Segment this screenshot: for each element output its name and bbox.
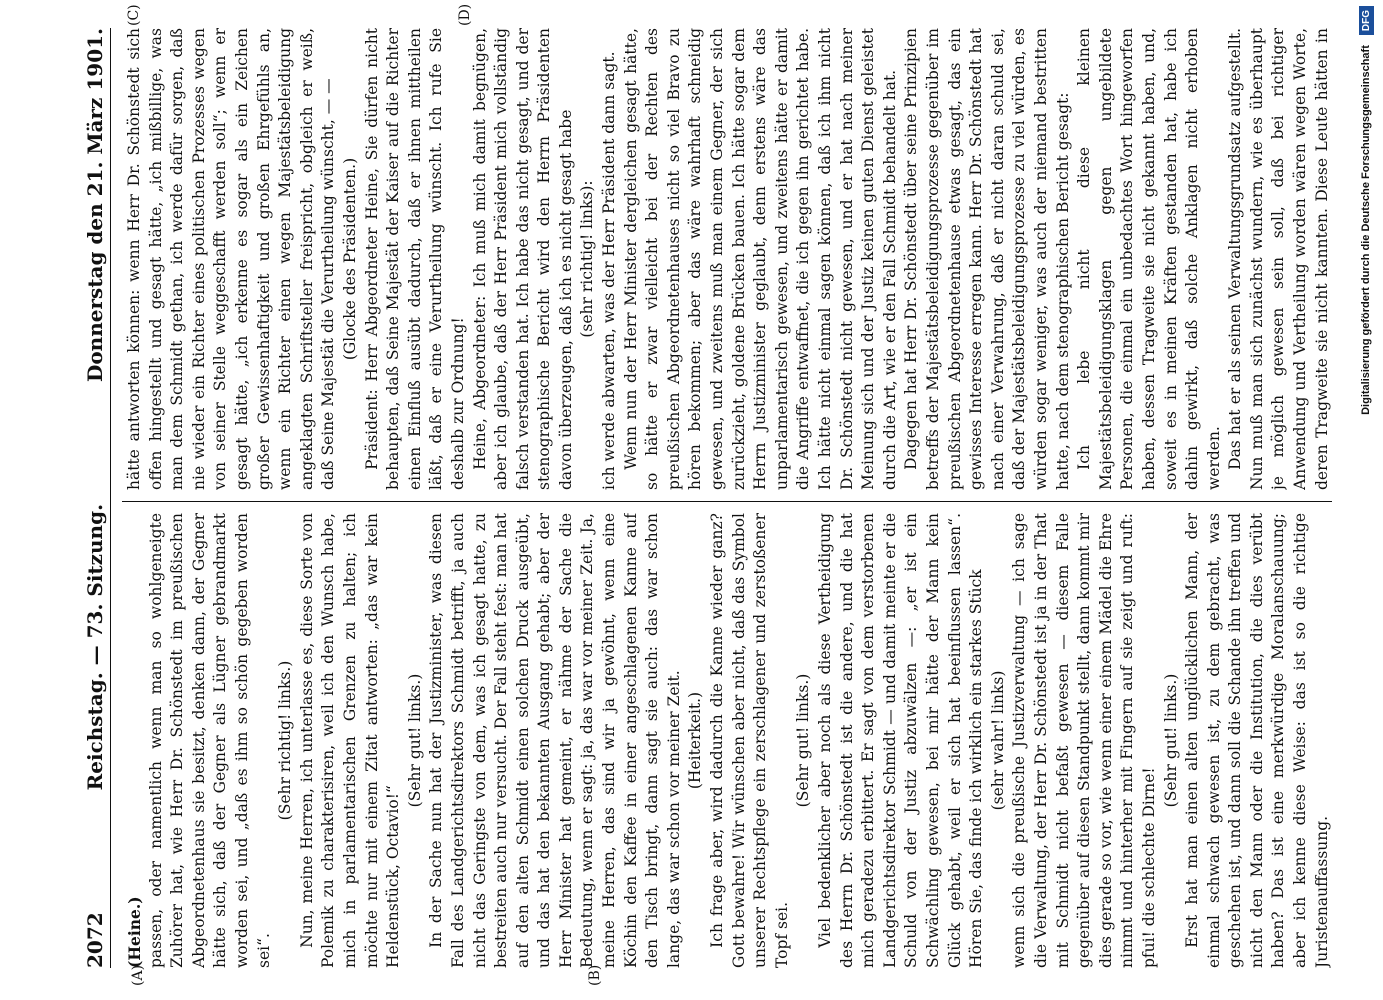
interjection: (Sehr richtig! links.) [275, 660, 294, 821]
paragraph: Erst hat man einen alten unglücklichen Mann, der einmal schwach gewesen ist, zu dem gebracht, was geschehen ist, und dann soll die Schande ihn treffen und nicht den Mann oder die Institution, die dies verübt haben? Das ist eine merkwürdige Moralanschauung; aber ich kenne diese Weise: das ist so die richtige Juristenauffassung. [1182, 513, 1331, 968]
paragraph: Das hat er als seinen Verwaltungsgrundsatz aufgestellt. Nun muß man sich zunächst wundern, wie es überhaupt je möglich gewesen sein soll, daß bei richtiger Anwendung und Vertheilung worden wären wegen Worte, deren Tragweite sie nicht kannten. Diese Leute hätten in [1225, 28, 1331, 490]
paragraph: Viel bedenklicher aber noch als diese Vertheidigung des Herrn Dr. Schönstedt ist die andere, und die hat mich geradezu erbittert. Er sagt von dem verstorbenen Landgerichtsdirektor Schmidt — und damit meinte er die Schuld von der Justiz abzuwälzen —: „er ist ein Schwächling gewesen, bei mir hätte der Mann kein Glück gehabt, weil er sich hat beeinflussen lassen“. Hören Sie, das finde ich wirklich ein starkes Stück [815, 513, 985, 968]
paragraph: ich werde abwarten, was der Herr Präsident dann sagt. [599, 51, 618, 490]
interjection: (Heiterkeit.) [685, 691, 704, 790]
interjection: (Sehr gut! links.) [405, 673, 424, 808]
paragraph: Heine, Abgeordneter: Ich muß mich damit begnügen, aber ich glaube, daß der Herr Präsident mich vollständig falsch verstanden hat. Ich habe das nicht gesagt, und der stenographische Bericht wird den Herrn Präsidenten davon überzeugen, daß ich es nicht gesagt habe [470, 28, 575, 490]
paragraph: hätte antworten können: wenn Herr Dr. Schönstedt sich offen hingestellt und gesagt hätte, „ich mißbillige, was man dem Schmidt gethan, ich werde dafür sorgen, daß nie wieder ein Richter eines politischen Prozesses wegen von seiner Stelle weggeschafft werden soll“; wenn er gesagt hätte, „ich erkenne es sogar als ein Zeichen großer Gewissenhaftigkeit und großen Ehrgefühls an, wenn ein Richter einen wegen Majestätsbeleidigung angeklagten Schriftsteller freispricht, obgleich er weiß, daß Seine Majestät die Verurtheilung wünscht, — — [124, 28, 337, 490]
paragraph: wenn sich die preußische Justizverwaltung — ich sage die Verwaltung, der Herr Dr. Schönstedt ist ja in der That mit Schmidt nicht befaßt gewesen — diesem Falle gegenüber auf diesen Standpunkt stellt, dann kommt mir dies gerade so vor, wie wenn einer einem Mädel die Ehre nimmt und hinterher mit Fingern auf sie zeigt und ruft: pfui! die schlechte Dirne! [1009, 513, 1158, 968]
interjection: (Sehr gut! links.) [1161, 673, 1179, 808]
paragraph: Wenn nun der Herr Minister dergleichen gesagt hätte, so hätte er zwar vielleicht bei der Rechten des preußischen Abgeordnetenhauses nicht so viel Bravo zu hören bekommen; aber das wäre wahrhaft schneidig gewesen, und zweitens muß man einem Gegner, der sich zurückzieht, goldene Brücken bauen. Ich hätte sogar dem Herrn Justizminister geglaubt, denn erstens wäre das unparlamentarisch gewesen, und zweitens hätte er damit die Angriffe entwaffnet, die ich gegen ihn gerichtet habe. Ich hätte nicht einmal sagen können, daß ich ihm nicht Dr. Schönstedt nicht gewesen, und er hat nach meiner Meinung sich und der Justiz keinen guten Dienst geleistet durch die Art, wie er den Fall Schmidt behandelt hat. [621, 28, 899, 490]
paragraph: Ich frage aber, wird dadurch die Kanne wieder ganz? Gott bewahre! Wir wünschen aber nicht, daß das Symbol unserer Rechtspflege ein zerschlagener und zerstoßener Topf sei. [707, 513, 791, 968]
paragraph: In der Sache nun hat der Justizminister, was diesen Fall des Landgerichtsdirektors Schmidt betrifft, ja auch nicht das Geringste von dem, was ich gesagt hatte, zu bestreiten auch nur versucht. Der Fall steht fest: man hat auf den alten Schmidt einen solchen Druck ausgeübt, und das hat den bekannten Ausgang gehabt; aber der Herr Minister hat gemeint, er nähme der Sache die Bedeutung, wenn er sagt: ja, das war vor meiner Zeit. Ja, meine Herren, das sind wir ja gewöhnt, wenn eine Köchin den Kaffee in einer angeschlagenen Kanne auf den Tisch bringt, dann sagt sie auch: das war schon lange, das war schon vor meiner Zeit. [426, 513, 683, 968]
margin-marker-b: (B) [586, 964, 603, 986]
speaker-tag: (Heine.) [124, 896, 144, 968]
credit-text: Digitalisierung gefördert durch die Deutsche Forschungsgemeinschaft [1360, 45, 1372, 415]
column-divider [122, 501, 1332, 502]
interjection: (sehr wahr! links) [988, 670, 1007, 811]
dfg-logo: DFG [1359, 6, 1374, 35]
interjection: (sehr richtig! links): [577, 180, 596, 338]
left-column [124, 513, 1334, 968]
paragraph: Präsident: Herr Abgeordneter Heine, Sie dürfen nicht behaupten, daß Seine Majestät der Kaiser auf die Richter einen Einfluß ausübt dadurch, daß er ihnen mittheilen läßt, daß er eine Verurtheilung wünscht. Ich rufe Sie deshalb zur Ordnung! [362, 28, 467, 490]
margin-marker-a: (A) [129, 964, 146, 986]
paragraph: Dagegen hat Herr Dr. Schönstedt über seine Prinzipien betreffs der Majestätsbeleidigungsprozesse gegenüber im preußischen Abgeordnetenhause etwas gesagt, das ein gewisses Interesse erregen kann. Herr Dr. Schönstedt hat nach einer Verwahrung, daß er nicht daran schuld sei, daß der Majestätsbeleidigungsprozesse zu viel würden, es würden sogar weniger, was auch der niemand bestritten hatte, nach dem stenographischen Bericht gesagt: [901, 28, 1072, 490]
header-date: Donnerstag den 21. März 1901. [82, 28, 107, 382]
margin-marker-c: (C) [125, 4, 142, 26]
header-left-title: Reichstag. — 73. Sitzung. [82, 503, 107, 791]
interjection: (Glocke des Präsidenten.) [340, 157, 359, 361]
page-header [80, 28, 111, 968]
document-page [32, 3, 1352, 990]
interjection: (Sehr gut! links.) [793, 673, 812, 808]
page-number: 2072 [82, 912, 107, 968]
right-column [124, 28, 1334, 490]
paragraph: passen, oder namentlich wenn man so wohlgeneigte Zuhörer hat, wie Herr Dr. Schönstedt im preußischen Abgeordnetenhaus sie besitzt, denken dann, der Gegner hätte sich, daß der Gegner als Lügner gebrandmarkt worden sei, und „daß es ihm so schön gegeben worden sei“. [146, 513, 273, 968]
block-quote: Ich lebe nicht diese kleinen Majestätsbeleidigungsklagen gegen ungebildete Personen, die einmal ein unbedachtes Wort hingeworfen haben, dessen Tragweite sie nicht gekannt haben, und, soweit es in meinen Kräften gestanden hat, habe ich dahin gewirkt, daß solche Anklagen nicht erhoben werden. [1074, 28, 1223, 490]
paragraph: Nun, meine Herren, ich unterlasse es, diese Sorte von Polemik zu charakterisiren, weil ich den Wunsch habe, mich in parlamentarischen Grenzen zu halten; ich möchte nur mit einem Zitat antworten: „das war kein Heldenstück, Octavio!“ [297, 513, 402, 968]
digitization-credit [1353, 6, 1379, 996]
margin-marker-d: (D) [456, 3, 473, 26]
